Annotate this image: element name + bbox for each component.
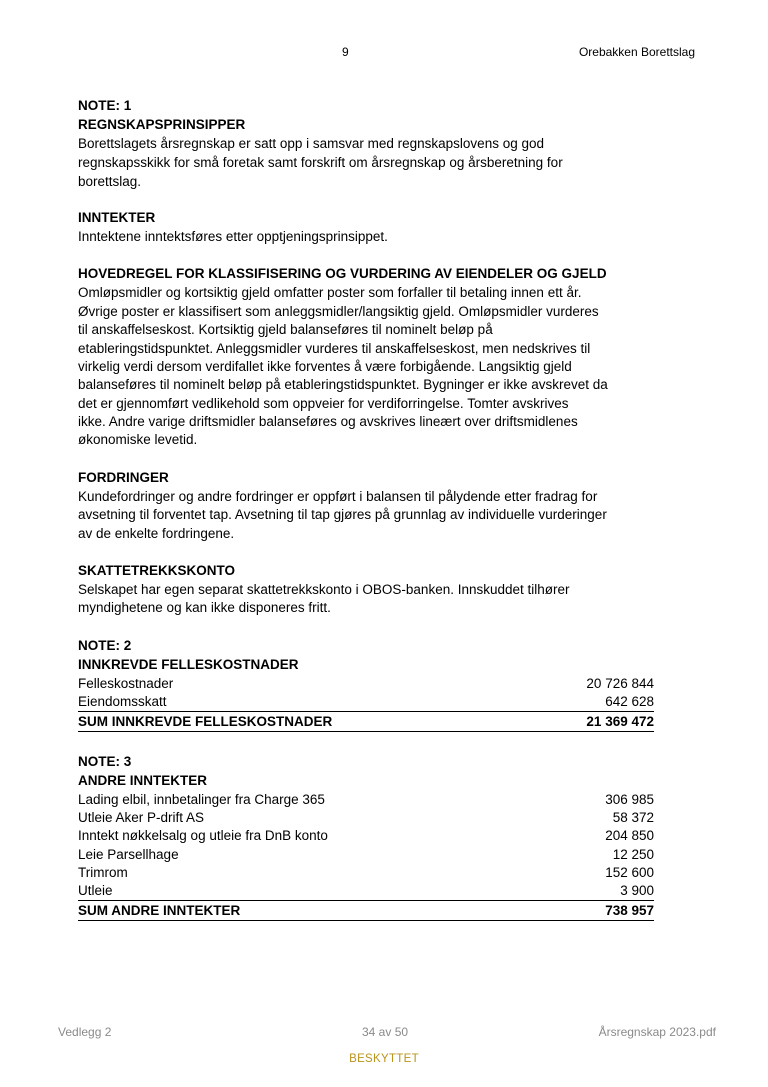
classification-label: BESKYTTET: [349, 1053, 419, 1065]
total-label: SUM INNKREVDE FELLESKOSTNADER: [78, 714, 333, 729]
note-3-title: ANDRE INNTEKTER: [78, 773, 208, 788]
divider: [78, 711, 654, 712]
row-label: Inntekt nøkkelsalg og utleie fra DnB konto: [78, 828, 328, 843]
section-heading-fordringer: FORDRINGER: [78, 470, 169, 485]
paragraph-line: virkelig verdi dersom verdifallet ikke forventes å være forbigående. Langsiktig gjeld: [78, 359, 572, 374]
table-row: [78, 882, 654, 900]
paragraph-line: Øvrige poster er klassifisert som anleggsmidler/langsiktig gjeld. Omløpsmidler vurderes: [78, 304, 599, 319]
total-label: SUM ANDRE INNTEKTER: [78, 903, 241, 918]
paragraph-line: ikke. Andre varige driftsmidler balanseføres og avskrives lineært over driftsmidlenes: [78, 414, 578, 429]
divider: [78, 900, 654, 901]
paragraph-line: etableringstidspunktet. Anleggsmidler vurderes til anskaffelseskost, men nedskrives til: [78, 341, 591, 356]
table-row: [78, 827, 654, 845]
paragraph-line: Omløpsmidler og kortsiktig gjeld omfatter poster som forfaller til betaling innen ett år.: [78, 285, 582, 300]
paragraph-line: Kundefordringer og andre fordringer er oppført i balansen til pålydende etter fradrag for: [78, 489, 598, 504]
row-amount: 152 600: [605, 865, 654, 880]
row-amount: 20 726 844: [586, 676, 654, 691]
total-row: [78, 902, 654, 920]
row-label: Utleie: [78, 883, 113, 898]
paragraph-line: økonomiske levetid.: [78, 432, 198, 447]
row-amount: 58 372: [612, 810, 654, 825]
paragraph-line: det er gjennomført vedlikehold som oppveier for verdiforringelse. Tomter avskrives: [78, 396, 569, 411]
row-amount: 642 628: [605, 694, 654, 709]
row-amount: 204 850: [605, 828, 654, 843]
table-row: [78, 675, 654, 693]
paragraph-line: av de enkelte fordringene.: [78, 526, 235, 541]
file-name: Årsregnskap 2023.pdf: [598, 1025, 716, 1039]
row-amount: 306 985: [605, 792, 654, 807]
row-amount: 3 900: [620, 883, 654, 898]
note-3-label: NOTE: 3: [78, 754, 132, 769]
total-row: [78, 713, 654, 731]
attachment-label: Vedlegg 2: [58, 1025, 112, 1039]
paragraph-line: til anskaffelseskost. Kortsiktig gjeld balanseføres til nominelt beløp på: [78, 322, 493, 337]
note-2-title: INNKREVDE FELLESKOSTNADER: [78, 657, 299, 672]
note-1-label: NOTE: 1: [78, 98, 132, 113]
page-counter: 34 av 50: [362, 1025, 409, 1039]
paragraph-line: Inntektene inntektsføres etter opptjeningsprinsippet.: [78, 229, 388, 244]
paragraph-line: myndighetene og kan ikke disponeres fritt.: [78, 600, 331, 615]
row-label: Eiendomsskatt: [78, 694, 167, 709]
row-label: Felleskostnader: [78, 676, 174, 691]
note-1-title: REGNSKAPSPRINSIPPER: [78, 117, 246, 132]
row-amount: 12 250: [612, 847, 654, 862]
table-row: [78, 846, 654, 864]
document-body: [78, 0, 654, 1000]
table-row: [78, 809, 654, 827]
row-label: Utleie Aker P-drift AS: [78, 810, 205, 825]
paragraph-line: Borettslagets årsregnskap er satt opp i samsvar med regnskapslovens og god: [78, 136, 544, 151]
row-label: Lading elbil, innbetalinger fra Charge 365: [78, 792, 325, 807]
table-row: [78, 791, 654, 809]
divider: [78, 920, 654, 921]
section-heading-skattetrekkskonto: SKATTETREKKSKONTO: [78, 563, 236, 578]
page-number: 9: [342, 45, 349, 59]
paragraph-line: borettslag.: [78, 174, 142, 189]
table-row: [78, 693, 654, 711]
paragraph-line: avsetning til forventet tap. Avsetning til tap gjøres på grunnlag av individuelle vurderinger: [78, 507, 607, 522]
row-label: Trimrom: [78, 865, 128, 880]
paragraph-line: regnskapsskikk for små foretak samt forskrift om årsregnskap og årsberetning for: [78, 155, 563, 170]
section-heading-inntekter: INNTEKTER: [78, 210, 156, 225]
section-heading-hovedregel: HOVEDREGEL FOR KLASSIFISERING OG VURDERING AV EIENDELER OG GJELD: [78, 266, 607, 281]
organization-name: Orebakken Borettslag: [578, 45, 695, 59]
total-amount: 738 957: [605, 903, 654, 918]
divider: [78, 731, 654, 732]
paragraph-line: balanseføres til nominelt beløp på etableringstidspunktet. Bygninger er ikke avskrevet da: [78, 377, 608, 392]
total-amount: 21 369 472: [586, 714, 654, 729]
note-2-label: NOTE: 2: [78, 638, 132, 653]
row-label: Leie Parsellhage: [78, 847, 179, 862]
table-row: [78, 864, 654, 882]
paragraph-line: Selskapet har egen separat skattetrekkskonto i OBOS-banken. Innskuddet tilhører: [78, 582, 570, 597]
